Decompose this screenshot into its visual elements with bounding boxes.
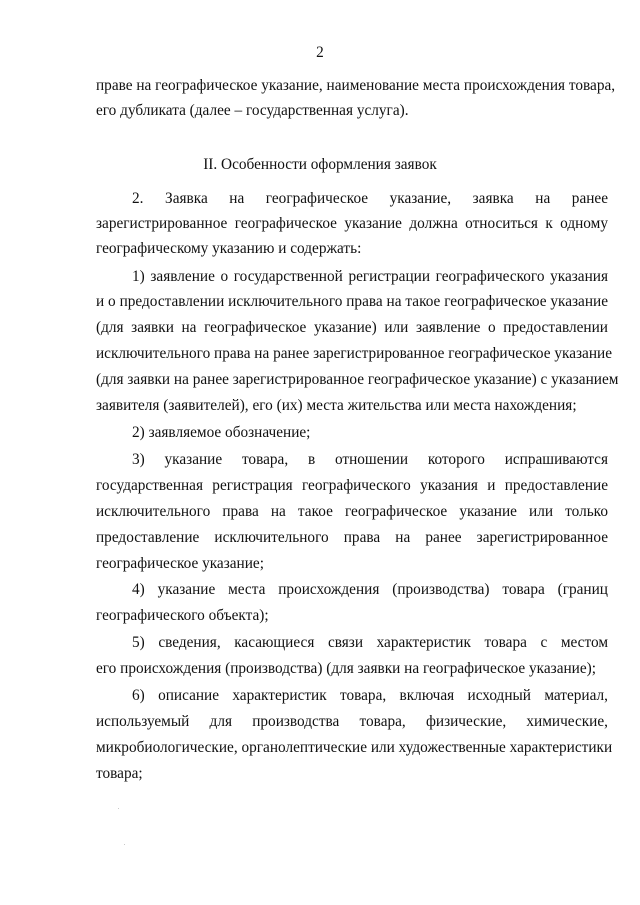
text-line: его дубликата (далее – государственная услуга). — [96, 102, 409, 119]
list-item-first-line: 3) указание товара, в отношении которого испрашиваются — [132, 451, 608, 468]
list-item-first-line: 5) сведения, касающиеся связи характеристик товара с местом — [132, 634, 608, 651]
text-line: используемый для производства товара, физические, химические, — [96, 713, 608, 730]
paragraph-first-line: 2. Заявка на географическое указание, заявка на ранее — [132, 190, 608, 207]
text-line: зарегистрированное географическое указание должна относиться к одному — [96, 215, 608, 232]
text-line: географическое указание; — [96, 555, 264, 572]
list-item-first-line: 2) заявляемое обозначение; — [132, 424, 311, 441]
text-line: и о предоставлении исключительного права на такое географическое указание — [96, 293, 608, 310]
text-line: исключительного права на ранее зарегистрированное географическое указание — [96, 345, 613, 362]
text-line: праве на географическое указание, наименование места происхождения товара, — [96, 77, 616, 94]
list-item-first-line: 4) указание места происхождения (производства) товара (границ — [132, 581, 608, 598]
text-line: (для заявки на географическое указание) или заявление о предоставлении — [96, 319, 608, 336]
text-line: товара; — [96, 765, 143, 782]
page-number: 2 — [316, 44, 324, 61]
section-heading: II. Особенности оформления заявок — [203, 156, 437, 173]
list-item-first-line: 6) описание характеристик товара, включая исходный материал, — [132, 687, 608, 704]
scan-speck — [118, 808, 119, 809]
text-line: его происхождения (производства) (для заявки на географическое указание); — [96, 660, 596, 677]
text-line: географического объекта); — [96, 607, 269, 624]
list-item-first-line: 1) заявление о государственной регистрации географического указания — [132, 268, 608, 285]
text-line: исключительного права на такое географическое указание или только — [96, 503, 608, 520]
text-line: предоставление исключительного права на ранее зарегистрированное — [96, 529, 608, 546]
text-line: государственная регистрация географического указания и предоставление — [96, 477, 608, 494]
text-line: микробиологические, органолептические или художественные характеристики — [96, 739, 613, 756]
text-line: заявителя (заявителей), его (их) места жительства или места нахождения; — [96, 397, 577, 414]
text-line: географическому указанию и содержать: — [96, 240, 362, 257]
text-line: (для заявки на ранее зарегистрированное географическое указание) с указанием — [96, 371, 619, 388]
scan-speck — [124, 844, 125, 845]
